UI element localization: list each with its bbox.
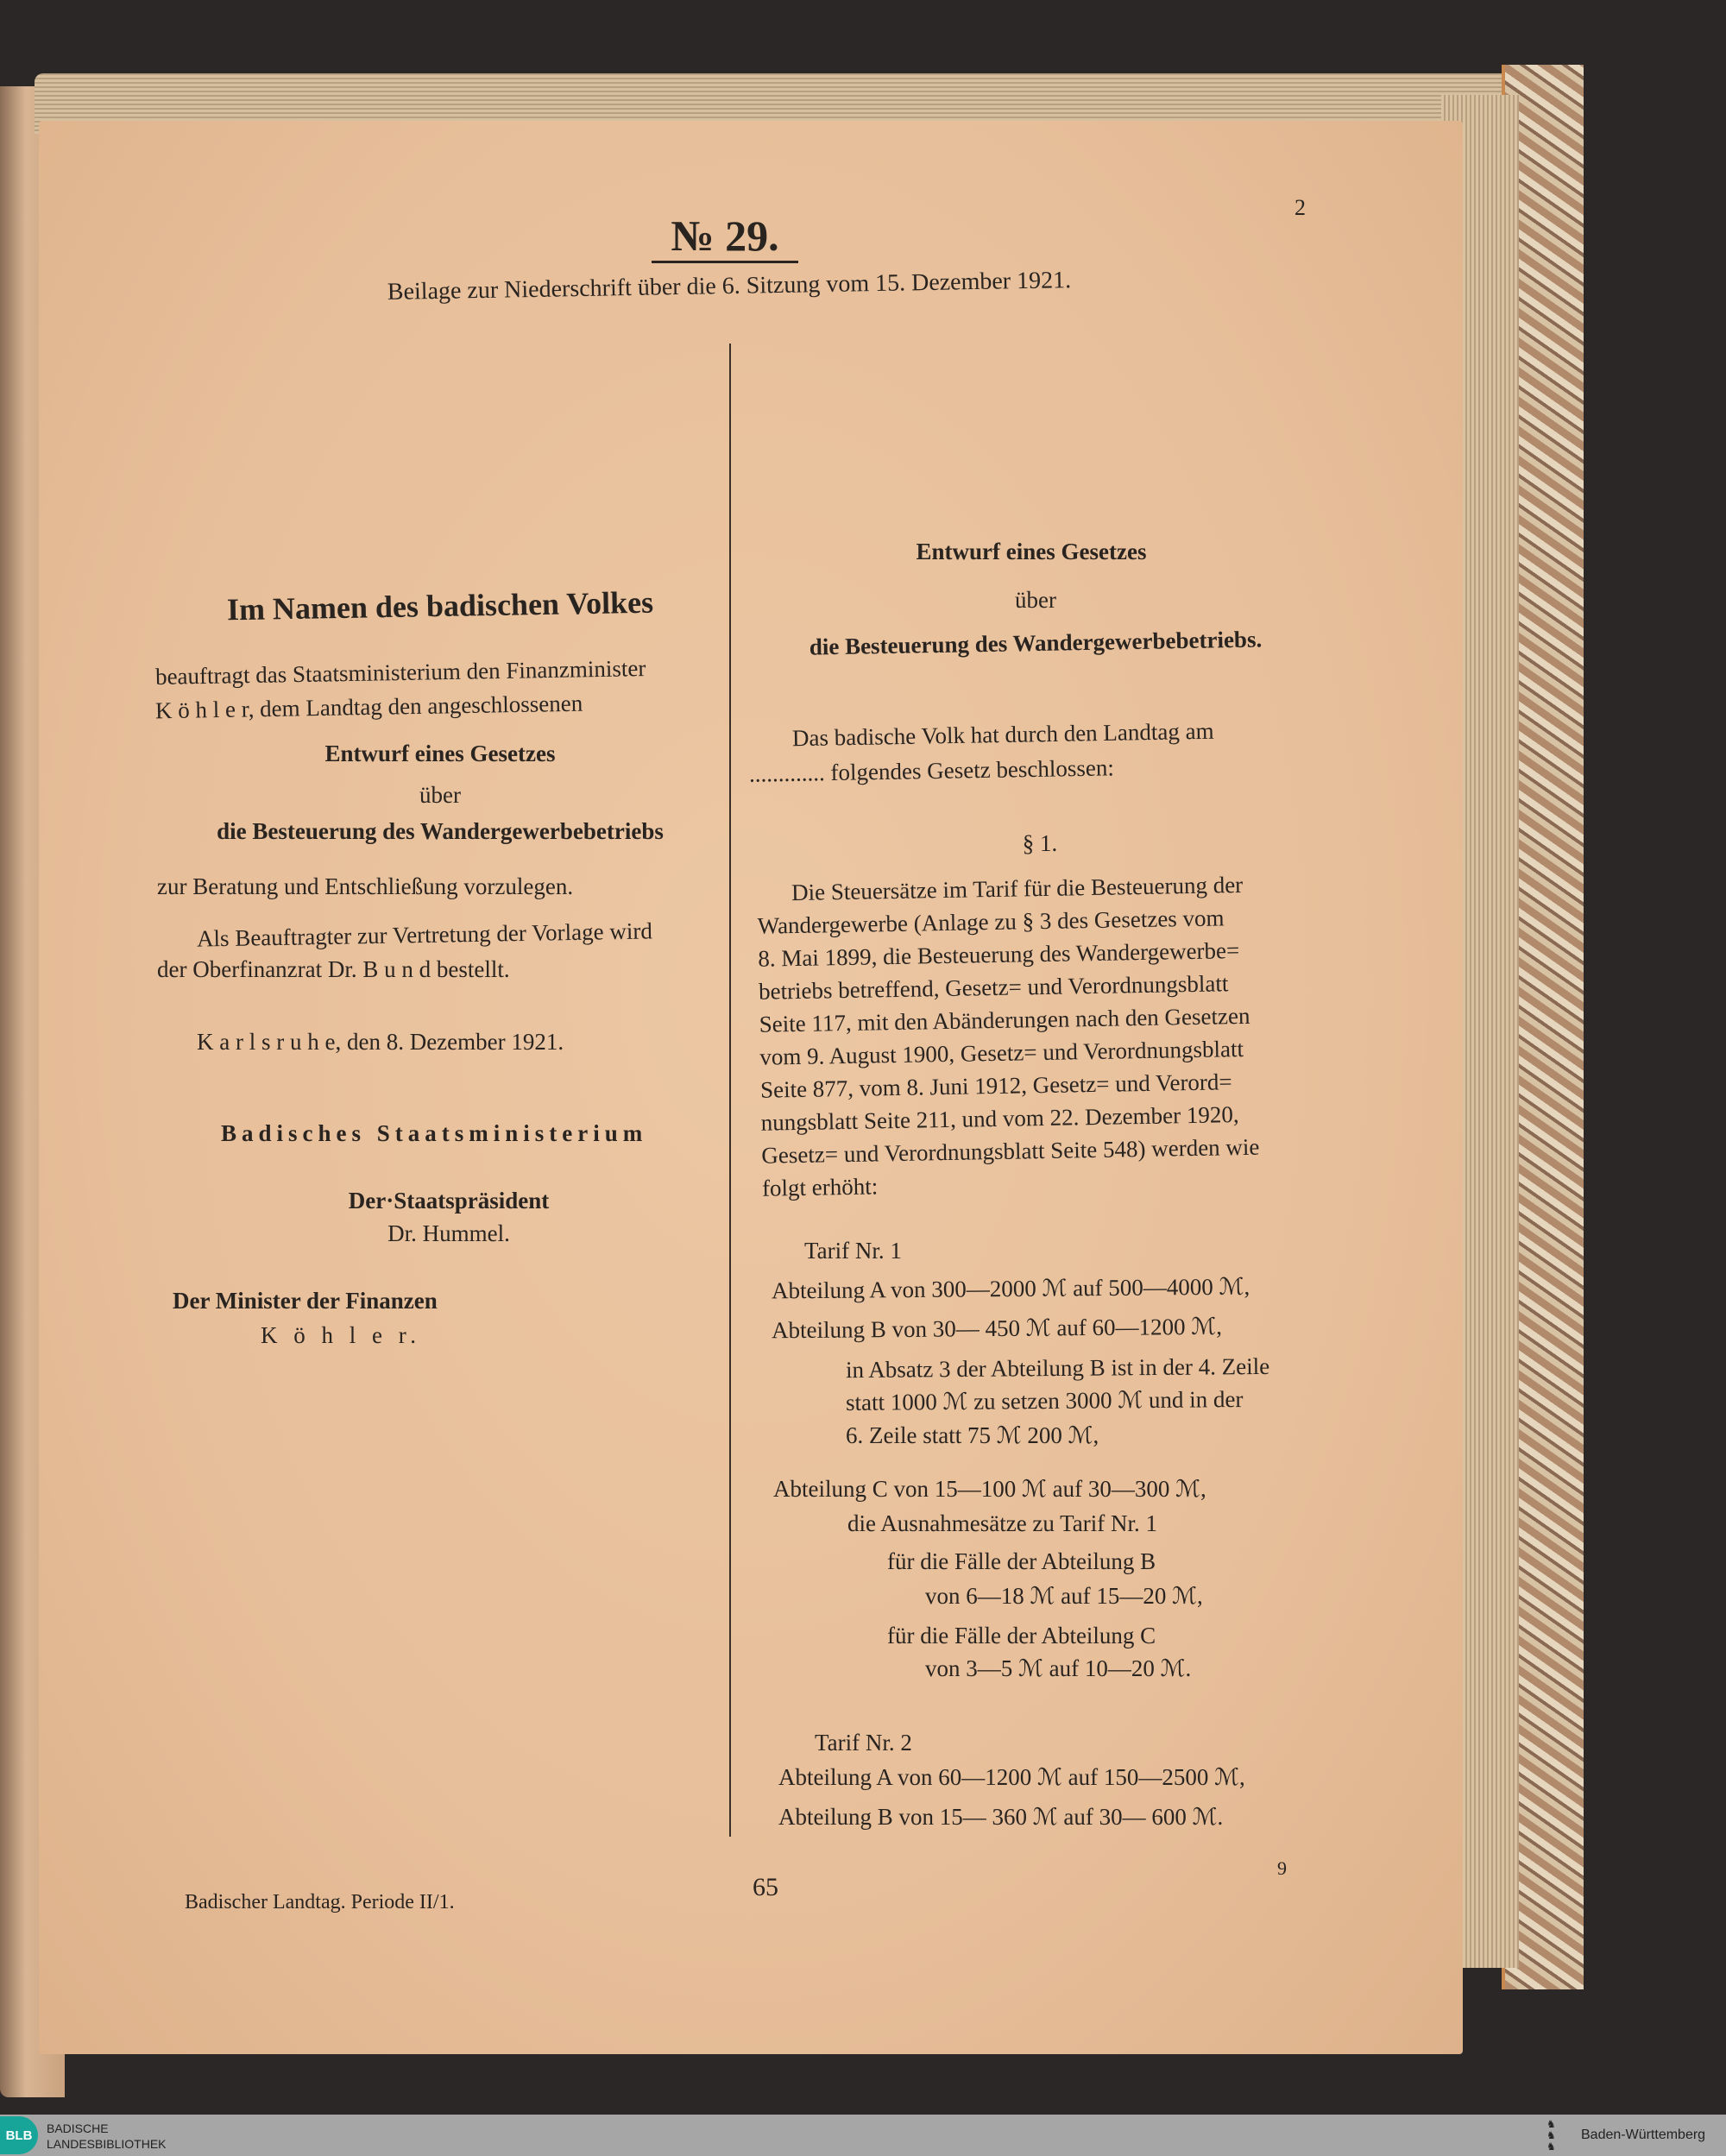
right-ueber: über <box>1015 587 1056 613</box>
intro-line: ............. folgendes Gesetz beschlossen: <box>748 754 1115 787</box>
paragraph-line: 8. Mai 1899, die Besteuerung des Wandergewerbe= <box>758 937 1240 972</box>
subtitle: Beilage zur Niederschrift über die 6. Sitzung vom 15. Dezember 1921. <box>387 267 1072 306</box>
tarif1-b-note: statt 1000 ℳ zu setzen 3000 ℳ und in der <box>845 1385 1244 1416</box>
column-divider <box>729 344 731 1837</box>
beauftragter-line: Als Beauftragter zur Vertretung der Vorlage wird <box>196 917 653 952</box>
president-title: Der·Staatspräsident <box>348 1188 550 1214</box>
faelle-b: für die Fälle der Abteilung B <box>887 1548 1156 1574</box>
paragraph-line: Wandergewerbe (Anlage zu § 3 des Gesetzes vom <box>757 905 1225 939</box>
paragraph-line: Seite 117, mit den Abänderungen nach den Gesetzen <box>759 1002 1250 1037</box>
ausnahme: die Ausnahmesätze zu Tarif Nr. 1 <box>847 1510 1158 1536</box>
minister-title: Der Minister der Finanzen <box>173 1288 438 1314</box>
paragraph-line: folgt erhöht: <box>761 1173 879 1201</box>
paragraph-line: Die Steuersätze im Tarif für die Besteuerung der <box>791 871 1244 906</box>
tarif1-b-note: in Absatz 3 der Abteilung B ist in der 4. Zeile <box>845 1352 1270 1384</box>
page-footer-left: Badischer Landtag. Periode II/1. <box>185 1891 455 1913</box>
library-name-line1: BADISCHE <box>47 2121 109 2135</box>
minister-name: K ö h l e r. <box>261 1322 421 1348</box>
tarif2-b: Abteilung B von 15— 360 ℳ auf 30— 600 ℳ. <box>778 1804 1224 1830</box>
state-name[interactable]: Baden-Württemberg <box>1581 2128 1706 2142</box>
tarif1-b: Abteilung B von 30— 450 ℳ auf 60—1200 ℳ, <box>771 1313 1223 1344</box>
tarif2-a: Abteilung A von 60—1200 ℳ auf 150—2500 ℳ, <box>778 1764 1245 1790</box>
page-footer-right: 9 <box>1277 1857 1287 1879</box>
tarif1-heading: Tarif Nr. 1 <box>804 1238 902 1264</box>
left-line: K ö h l e r, dem Landtag den angeschlossenen <box>154 690 583 724</box>
tarif1-c: Abteilung C von 15—100 ℳ auf 30—300 ℳ, <box>773 1476 1206 1502</box>
paragraph-line: betriebs betreffend, Gesetz= und Verordnungsblatt <box>758 970 1229 1005</box>
tarif1-a: Abteilung A von 300—2000 ℳ auf 500—4000 ℳ, <box>771 1273 1250 1304</box>
tarif2-heading: Tarif Nr. 2 <box>815 1730 912 1756</box>
president-name: Dr. Hummel. <box>387 1220 510 1246</box>
page-number-top: 2 <box>1294 195 1306 220</box>
section-mark: § 1. <box>1022 830 1058 856</box>
title-underline <box>652 261 798 263</box>
right-law-title: die Besteuerung des Wandergewerbebetriebs. <box>809 626 1263 660</box>
blb-logo[interactable]: BLB <box>0 2116 38 2154</box>
tarif1-b-note: 6. Zeile statt 75 ℳ 200 ℳ, <box>846 1422 1099 1448</box>
viewer-footer <box>0 2115 1726 2156</box>
paragraph-line: nungsblatt Seite 211, und vom 22. Dezember 1920, <box>760 1101 1239 1136</box>
place-date: K a r l s r u h e, den 8. Dezember 1921. <box>197 1029 564 1055</box>
left-heading: Im Namen des badischen Volkes <box>226 584 654 627</box>
intro-line: Das badische Volk hat durch den Landtag am <box>791 717 1214 752</box>
paragraph-line: Seite 877, vom 8. Juni 1912, Gesetz= und Verord= <box>759 1069 1232 1103</box>
left-line-after: zur Beratung und Entschließung vorzulegen. <box>157 873 574 899</box>
left-law-title: die Besteuerung des Wandergewerbebetriebs <box>217 818 664 844</box>
library-name-line2: LANDESBIBLIOTHEK <box>47 2137 167 2151</box>
faelle-c-value: von 3—5 ℳ auf 10—20 ℳ. <box>925 1655 1192 1681</box>
section-paragraph <box>757 867 1332 1204</box>
left-ueber: über <box>419 782 461 808</box>
faelle-c: für die Fälle der Abteilung C <box>887 1623 1156 1649</box>
state-lion-icon: ♞ ♞ ♞ <box>1546 2118 1556 2153</box>
page-footer-center: 65 <box>753 1873 778 1901</box>
left-entwurf: Entwurf eines Gesetzes <box>324 741 556 766</box>
beauftragter-line: der Oberfinanzrat Dr. B u n d bestellt. <box>157 956 510 982</box>
paragraph-line: vom 9. August 1900, Gesetz= und Verordnungsblatt <box>759 1035 1244 1070</box>
faelle-b-value: von 6—18 ℳ auf 15—20 ℳ, <box>925 1583 1203 1609</box>
ministry: Badisches Staatsministerium <box>221 1120 648 1146</box>
left-line: beauftragt das Staatsministerium den Finanzminister <box>154 655 646 690</box>
paragraph-line: Gesetz= und Verordnungsblatt Seite 548) werden wie <box>761 1133 1260 1169</box>
right-entwurf: Entwurf eines Gesetzes <box>916 539 1147 564</box>
doc-number: № 29. <box>671 211 779 260</box>
